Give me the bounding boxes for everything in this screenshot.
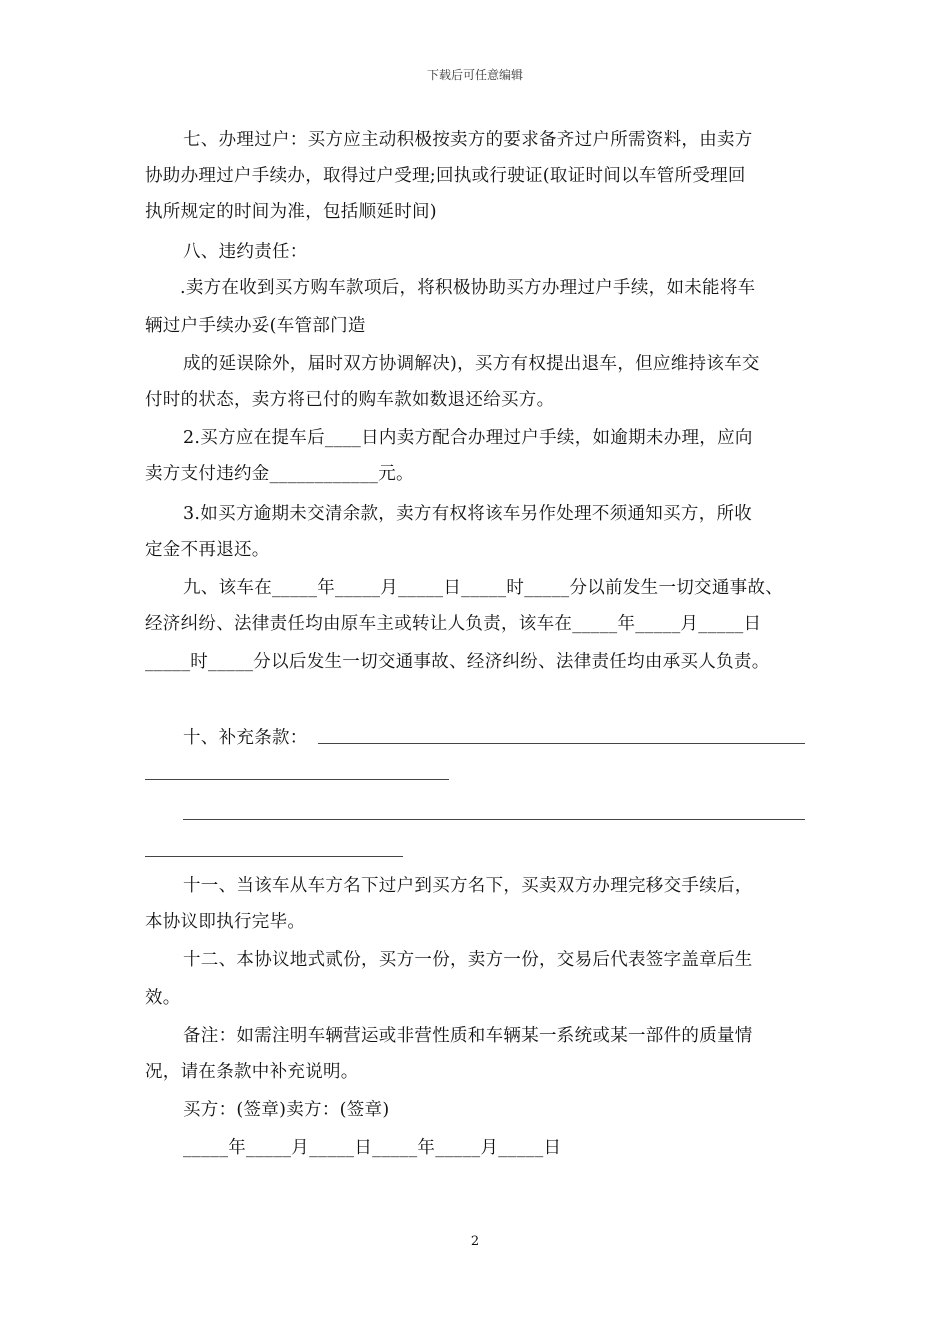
clause-8-1-line-3: 成的延误除外，届时双方协调解决)，买方有权提出退车，但应维持该车交 [183,354,760,374]
clause-8-2-line-2: 卖方支付违约金____________元。 [145,464,414,484]
remark-line-1: 备注：如需注明车辆营运或非营性质和车辆某一系统或某一部件的质量情 [183,1026,753,1046]
clause-12-line-2: 效。 [145,988,181,1008]
clause-8-1-line-1: .卖方在收到买方购车款项后，将积极协助买方办理过户手续，如未能将车 [180,278,756,298]
clause-8-heading: 八、违约责任： [183,242,308,262]
remark-line-2: 况，请在条款中补充说明。 [145,1062,359,1082]
clause-8-3-line-2: 定金不再退还。 [145,540,270,560]
signature-line: 买方：(签章)卖方：(签章) [183,1100,390,1120]
supplement-blank-line-2 [145,779,449,780]
clause-8-1-line-4: 付时的状态，卖方将已付的购车款如数退还给买方。 [145,390,555,410]
clause-12-line-1: 十二、本协议地式贰份，买方一份，卖方一份，交易后代表签字盖章后生 [183,950,753,970]
page-number: 2 [470,1234,480,1249]
clause-11-line-2: 本协议即执行完毕。 [145,912,306,932]
clause-8-1-line-2: 辆过户手续办妥(车管部门造 [145,316,366,336]
clause-9-line-3: _____时_____分以后发生一切交通事故、经济纠纷、法律责任均由承买人负责。 [145,652,770,672]
clause-7-line-2: 协助办理过户手续办，取得过户受理;回执或行驶证(取证时间以车管所受理回 [145,166,746,186]
clause-8-3-line-1: 3.如买方逾期未交清余款，卖方有权将该车另作处理不须通知买方，所收 [183,504,753,524]
page-header: 下载后可任意编辑 [426,68,523,82]
clause-9-line-1: 九、该车在_____年_____月_____日_____时_____分以前发生一切交通事故、 [183,578,784,598]
clause-9-line-2: 经济纠纷、法律责任均由原车主或转让人负责，该车在_____年_____月_____日 [145,614,762,634]
supplement-blank-line-1 [318,743,805,744]
supplement-blank-line-3 [183,819,805,820]
clause-7-line-3: 执所规定的时间为准，包括顺延时间) [145,202,437,222]
clause-7-line-1: 七、办理过户：买方应主动积极按卖方的要求备齐过户所需资料，由卖方 [183,130,753,150]
clause-8-2-line-1: 2.买方应在提车后____日内卖方配合办理过户手续，如逾期未办理，应向 [183,428,753,448]
clause-11-line-1: 十一、当该车从车方名下过户到买方名下，买卖双方办理完移交手续后， [183,876,753,896]
date-line: _____年_____月_____日_____年_____月_____日 [183,1138,562,1158]
supplement-blank-line-4 [145,856,403,857]
clause-10-heading: 十、补充条款： [183,728,308,748]
